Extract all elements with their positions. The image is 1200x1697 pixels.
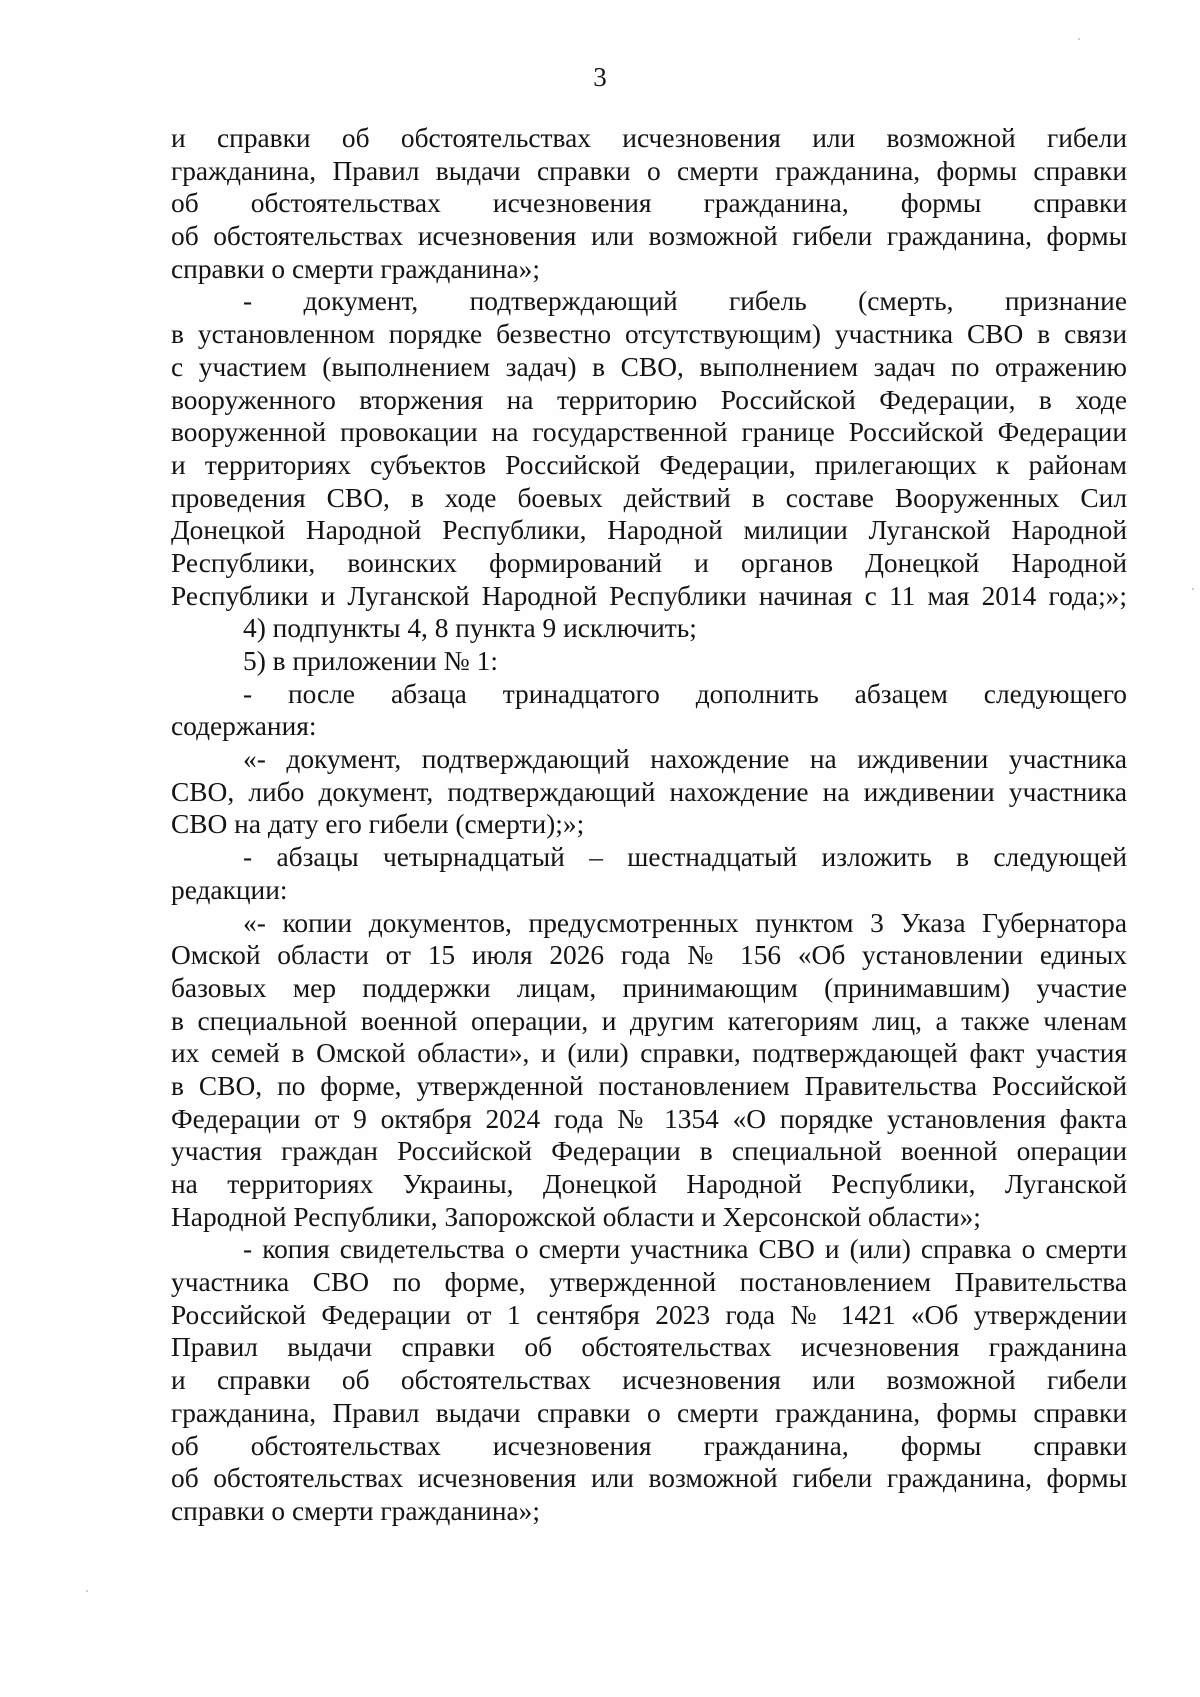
text-line: «- документ, подтверждающий нахождение на иждивении участника (243, 744, 1127, 775)
text-line: в СВО, по форме, утвержденной постановлением Правительства Российской (171, 1070, 1127, 1101)
scan-speck (86, 1590, 88, 1592)
text-line: Народной Республики, Запорожской области и Херсонской области»; (171, 1201, 981, 1232)
document-body (171, 122, 1127, 1528)
text-line: Донецкой Народной Республики, Народной милиции Луганской Народной (171, 515, 1127, 546)
text-line: базовых мер поддержки лицам, принимающим (принимавшим) участие (171, 972, 1127, 1003)
text-line: 5) в приложении № 1: (243, 646, 498, 676)
text-line: СВО на дату его гибели (смерти);»; (171, 809, 585, 840)
text-line: вооруженной провокации на государственной границе Российской Федерации (171, 417, 1127, 448)
text-line: «- копии документов, предусмотренных пунктом 3 Указа Губернатора (243, 907, 1127, 938)
text-line: участника СВО по форме, утвержденной постановлением Правительства (171, 1267, 1127, 1298)
text-line: Российской Федерации от 1 сентября 2023 года № 1421 «Об утверждении (171, 1299, 1127, 1330)
text-line: проведения СВО, в ходе боевых действий в составе Вооруженных Сил (171, 482, 1127, 513)
scan-speck (1078, 38, 1080, 40)
text-line: об обстоятельствах исчезновения или возможной гибели гражданина, формы (171, 1463, 1127, 1494)
text-line: справки о смерти гражданина»; (171, 253, 540, 284)
text-line: и территориях субъектов Российской Федерации, прилегающих к районам (171, 449, 1127, 480)
text-line: СВО, либо документ, подтверждающий нахождение на иждивении участника (171, 776, 1127, 807)
text-line: справки о смерти гражданина»; (171, 1495, 540, 1526)
text-line: Республики, воинских формирований и органов Донецкой Народной (171, 547, 1127, 578)
text-line: об обстоятельствах исчезновения или возможной гибели гражданина, формы (171, 221, 1127, 252)
text-line: вооруженного вторжения на территорию Российской Федерации, в ходе (171, 384, 1127, 415)
scan-speck (1192, 588, 1194, 590)
text-line: - копия свидетельства о смерти участника СВО и (или) справка о смерти (243, 1234, 1127, 1265)
text-line: об обстоятельствах исчезновения гражданина, формы справки (171, 1430, 1127, 1461)
text-line: в установленном порядке безвестно отсутствующим) участника СВО в связи (171, 319, 1127, 350)
text-line: участия граждан Российской Федерации в специальной военной операции (171, 1136, 1127, 1167)
text-line: - абзацы четырнадцатый – шестнадцатый изложить в следующей (243, 842, 1127, 873)
text-line: с участием (выполнением задач) в СВО, выполнением задач по отражению (171, 351, 1127, 382)
text-line: Омской области от 15 июля 2026 года № 156 «Об установлении единых (171, 940, 1127, 971)
page-number: 3 (593, 62, 607, 92)
text-line: на территориях Украины, Донецкой Народной Республики, Луганской (171, 1169, 1127, 1199)
text-line: редакции: (171, 874, 288, 905)
text-line: Правил выдачи справки об обстоятельствах исчезновения гражданина (171, 1332, 1127, 1363)
text-line: и справки об обстоятельствах исчезновения или возможной гибели (171, 1365, 1127, 1396)
text-line: в специальной военной операции, и другим категориям лиц, а также членам (171, 1005, 1127, 1036)
text-line: Федерации от 9 октября 2024 года № 1354 «О порядке установления факта (171, 1103, 1127, 1134)
text-line: - после абзаца тринадцатого дополнить абзацем следующего (243, 678, 1127, 709)
text-line: об обстоятельствах исчезновения гражданина, формы справки (171, 188, 1127, 219)
text-line: гражданина, Правил выдачи справки о смерти гражданина, формы справки (171, 1397, 1127, 1428)
text-line: и справки об обстоятельствах исчезновения или возможной гибели (171, 123, 1127, 153)
text-line: содержания: (171, 711, 317, 742)
text-line: гражданина, Правил выдачи справки о смерти гражданина, формы справки (171, 155, 1127, 186)
text-line: - документ, подтверждающий гибель (смерть, признание (243, 286, 1127, 317)
text-line: 4) подпункты 4, 8 пункта 9 исключить; (243, 613, 697, 644)
text-line: их семей в Омской области», и (или) справки, подтверждающей факт участия (171, 1038, 1127, 1069)
text-line: Республики и Луганской Народной Республики начиная с 11 мая 2014 года;»; (171, 580, 1127, 611)
